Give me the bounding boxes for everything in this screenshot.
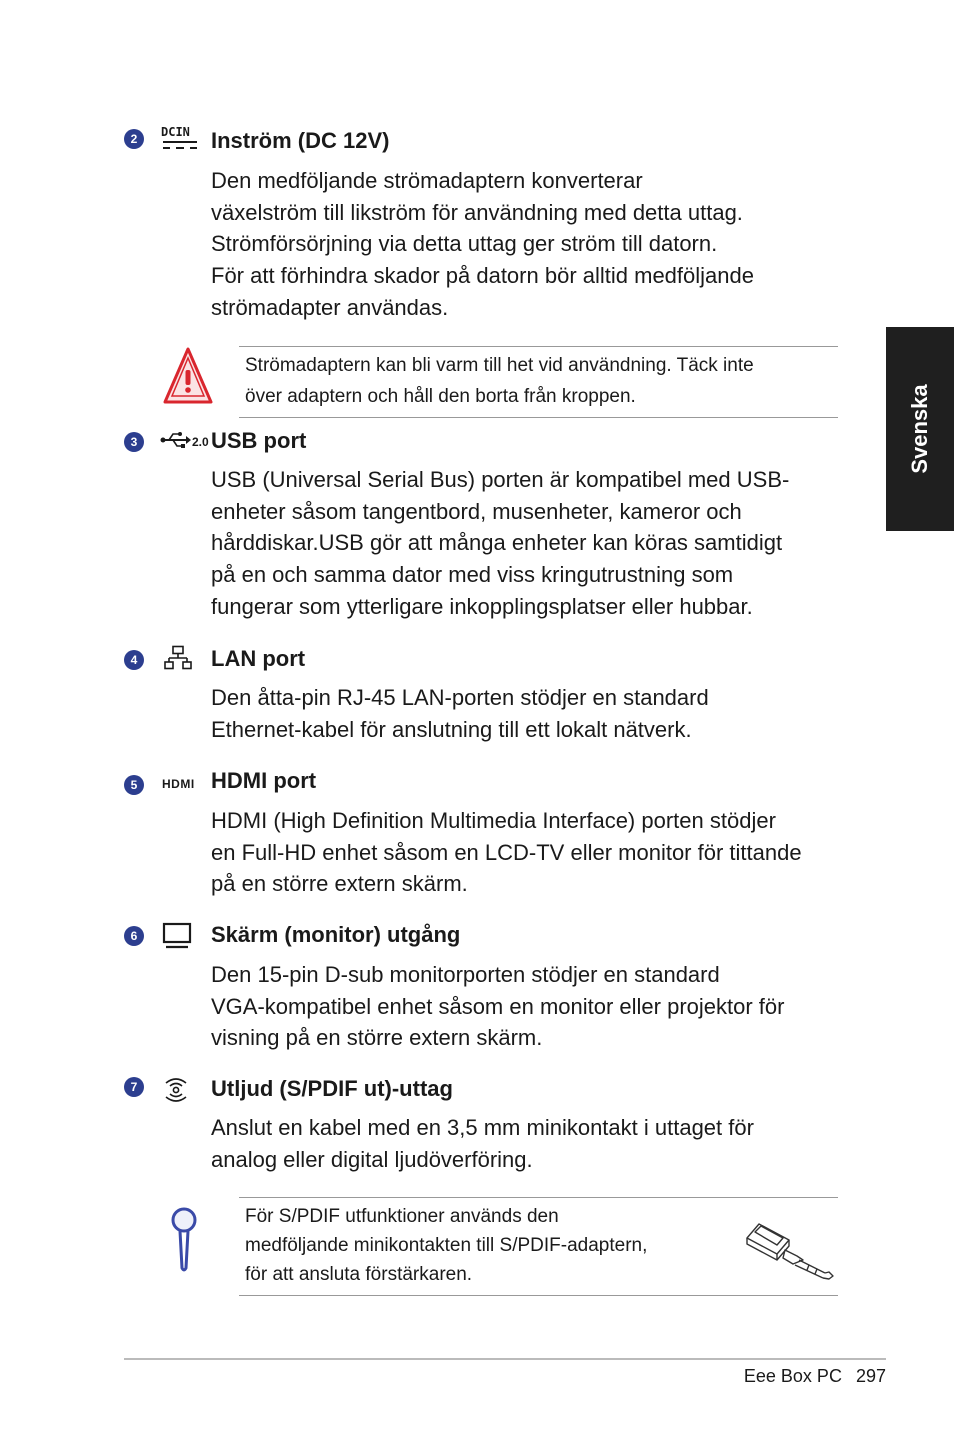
body-line: fungerar som ytterligare inkopplingsplatser eller hubbar.	[211, 593, 753, 619]
note-line: medföljande minikontakten till S/PDIF-adaptern,	[245, 1235, 648, 1256]
usb-icon-label: 2.0	[192, 435, 209, 449]
body-line: HDMI (High Definition Multimedia Interface) porten stödjer	[211, 808, 776, 833]
usb-icon	[160, 430, 212, 455]
section-body-hdmi	[211, 805, 841, 900]
section-title-audio: Utljud (S/PDIF ut)-uttag	[211, 1076, 453, 1101]
body-line: Anslut en kabel med en 3,5 mm minikontakt i uttaget för	[211, 1115, 754, 1140]
footer-rule	[124, 1358, 886, 1360]
note-line: För S/PDIF utfunktioner används den	[245, 1206, 559, 1227]
section-number-badge: 2	[124, 129, 144, 149]
magnifier-icon	[168, 1206, 200, 1279]
section-title-monitor: Skärm (monitor) utgång	[211, 922, 461, 947]
section-number-badge: 6	[124, 926, 144, 946]
body-line: USB (Universal Serial Bus) porten är kompatibel med USB-	[211, 467, 790, 492]
section-title-usb: USB port	[211, 428, 307, 453]
body-line: växelström till likström för användning med detta uttag.	[211, 199, 743, 225]
dcin-icon	[160, 125, 200, 158]
section-number-badge: 3	[124, 432, 144, 452]
body-line: Den åtta-pin RJ-45 LAN-porten stödjer en standard	[211, 685, 709, 710]
body-line: på en och samma dator med viss kringutrustning som	[211, 562, 734, 588]
body-line: hårddiskar.USB gör att många enheter kan köras samtidigt	[211, 530, 783, 556]
language-tab-label: Svenska	[907, 384, 932, 474]
section-number-badge: 5	[124, 775, 144, 795]
body-line: Ethernet-kabel för anslutning till ett lokalt nätverk.	[211, 716, 692, 742]
section-body-monitor	[211, 959, 841, 1054]
body-line: strömadapter användas.	[211, 294, 449, 320]
footer-product: Eee Box PC	[743, 1366, 842, 1386]
note-line: Strömadaptern kan bli varm till het vid användning. Täck inte	[245, 355, 754, 376]
body-line: Den medföljande strömadaptern konverterar	[211, 168, 643, 193]
section-number-badge: 7	[124, 1077, 144, 1097]
body-line: analog eller digital ljudöverföring.	[211, 1146, 533, 1172]
audio-out-icon	[162, 1073, 190, 1108]
body-line: Den 15-pin D-sub monitorporten stödjer en standard	[211, 962, 720, 987]
section-body-lan	[211, 682, 841, 745]
body-line: För att förhindra skador på datorn bör alltid medföljande	[211, 263, 754, 289]
note-line: över adaptern och håll den borta från kroppen.	[245, 386, 636, 407]
section-title-hdmi: HDMI port	[211, 768, 317, 793]
note-line: för att ansluta förstärkaren.	[245, 1264, 473, 1285]
page-number: 297	[855, 1366, 886, 1386]
body-line: enheter såsom tangentbord, musenheter, kameror och	[211, 498, 742, 524]
spdif-adapter-illustration	[743, 1218, 839, 1285]
body-line: VGA-kompatibel enhet såsom en monitor eller projektor för	[211, 993, 785, 1019]
section-number-badge: 4	[124, 650, 144, 670]
warning-icon	[162, 346, 214, 411]
section-title-dcin: Inström (DC 12V)	[211, 128, 390, 153]
tip-note	[239, 1197, 838, 1296]
language-tab	[886, 327, 954, 531]
dcin-icon-label: DCIN	[161, 125, 190, 139]
lan-icon	[164, 645, 192, 676]
monitor-icon	[162, 922, 192, 955]
body-line: Strömförsörjning via detta uttag ger ström till datorn.	[211, 231, 718, 257]
footer	[744, 1366, 886, 1387]
body-line: på en större extern skärm.	[211, 871, 468, 897]
section-title-lan: LAN port	[211, 646, 306, 671]
section-body-audio	[211, 1112, 841, 1175]
warning-note	[239, 346, 838, 418]
body-line: en Full-HD enhet såsom en LCD-TV eller monitor för tittande	[211, 839, 802, 865]
section-body-usb	[211, 464, 841, 623]
hdmi-icon: HDMI	[162, 777, 195, 791]
section-body-dcin	[211, 165, 841, 324]
body-line: visning på en större extern skärm.	[211, 1025, 543, 1051]
